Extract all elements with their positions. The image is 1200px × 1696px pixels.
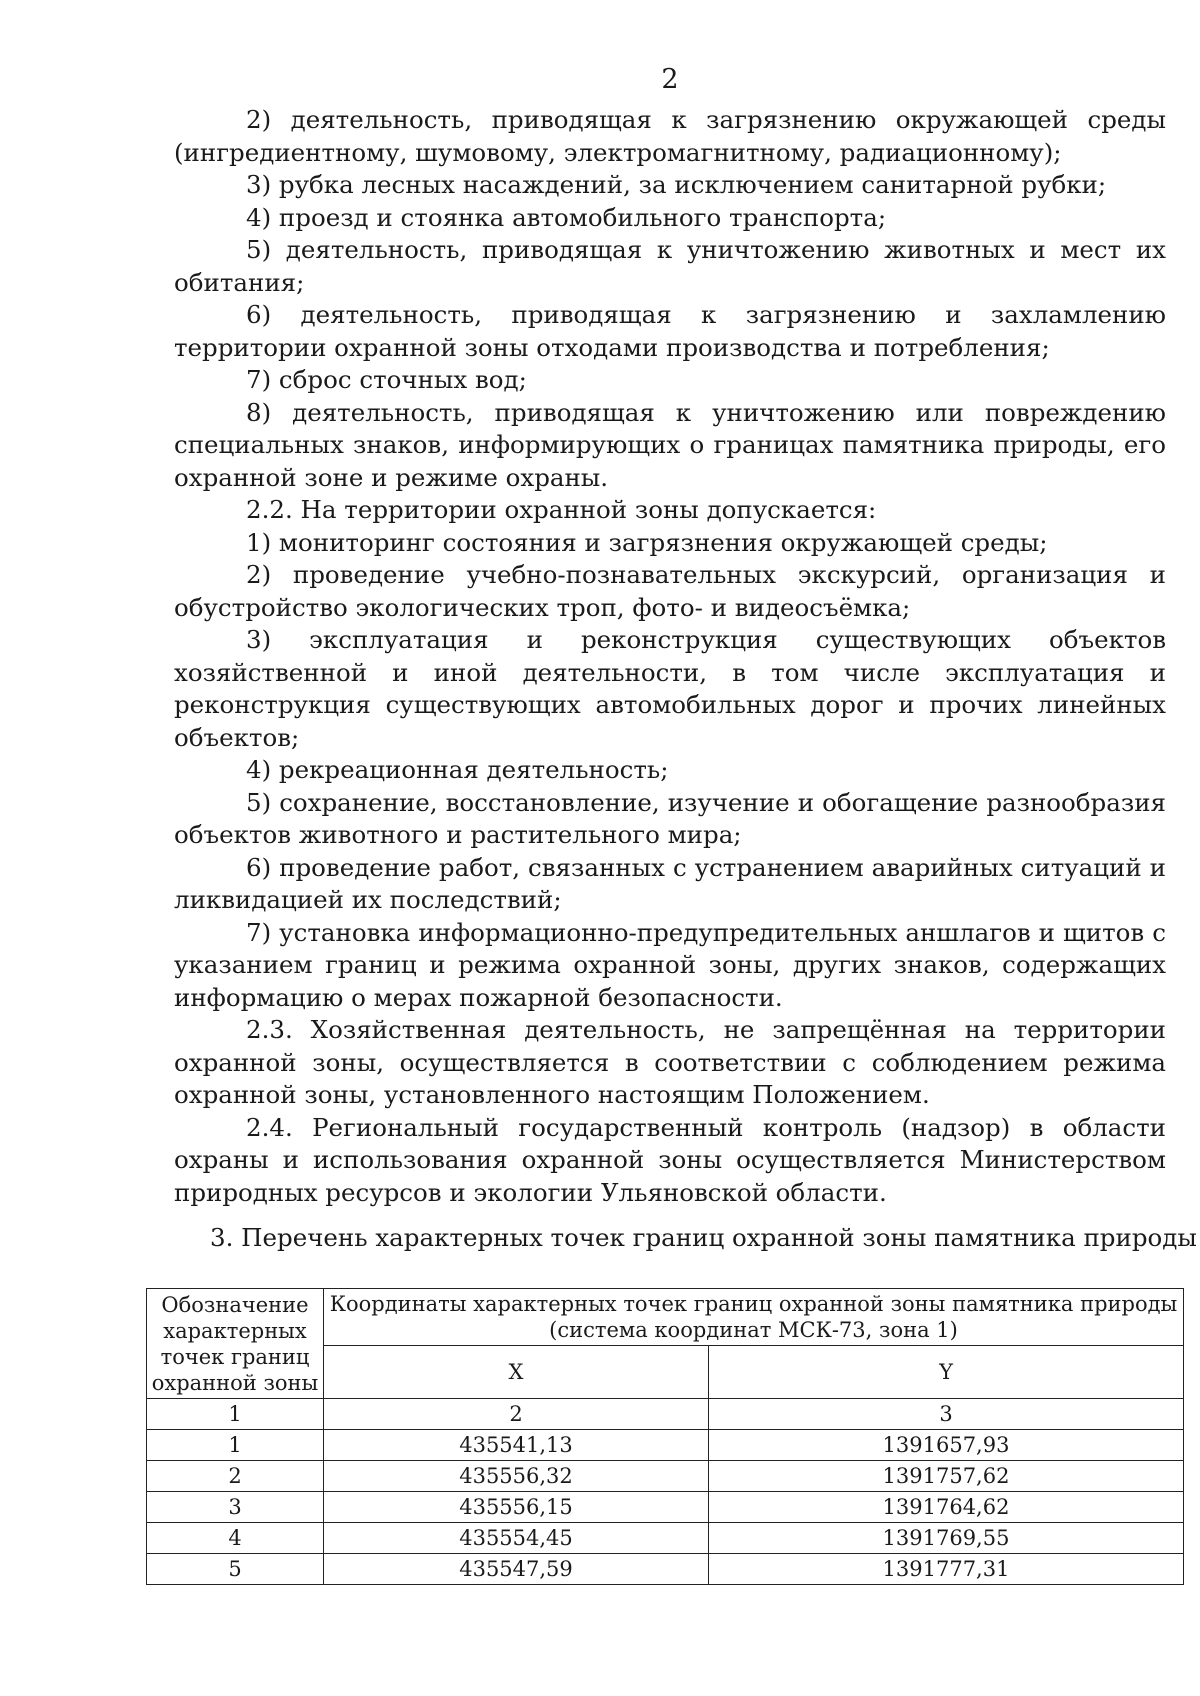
paragraph-2-2-item-1: 1) мониторинг состояния и загрязнения окружающей среды;	[246, 527, 1048, 557]
y-cell: 1391757,62	[709, 1461, 1184, 1492]
paragraph-2-1-item-5: 5) деятельность, приводящая к уничтожению животных и мест их обитания;	[174, 235, 1166, 297]
paragraph-2-3: 2.3. Хозяйственная деятельность, не запрещённая на территории охранной зоны, осуществляется в соответствии с соблюдением режима охранной зоны, установленного настоящим Положением.	[174, 1015, 1166, 1109]
y-cell: 1391777,31	[709, 1554, 1184, 1585]
paragraph-2-2-item-2: 2) проведение учебно-познавательных экскурсий, организация и обустройство экологических троп, фото- и видеосъёмка;	[174, 560, 1166, 622]
column-number-row	[147, 1399, 1184, 1430]
y-cell: 1391657,93	[709, 1430, 1184, 1461]
y-cell: 1391769,55	[709, 1523, 1184, 1554]
paragraph-2-2-item-5: 5) сохранение, восстановление, изучение и обогащение разнообразия объектов животного и растительного мира;	[174, 787, 1166, 849]
paragraph-2-1-item-4: 4) проезд и стоянка автомобильного транспорта;	[246, 202, 887, 232]
paragraph-2-1-item-7: 7) сброс сточных вод;	[246, 365, 527, 394]
point-cell: 5	[147, 1554, 324, 1585]
table-row	[147, 1430, 1184, 1461]
paragraph-2-2-item-3: 3) эксплуатация и реконструкция существующих объектов хозяйственной и иной деятельности, в том числе эксплуатация и реконструкция существующих автомобильных дорог и прочих линейных объектов;	[174, 625, 1166, 752]
paragraph-2-1-item-6: 6) деятельность, приводящая к загрязнению и захламлению территории охранной зоны отходами производства и потребления;	[174, 300, 1166, 362]
x-cell: 435541,13	[324, 1430, 709, 1461]
paragraph-2-2-item-6: 6) проведение работ, связанных с устранением аварийных ситуаций и ликвидацией их последствий;	[174, 852, 1166, 914]
x-cell: 435556,15	[324, 1492, 709, 1523]
header-point-designation: Обозначение характерных точек границ охранной зоны	[147, 1289, 324, 1399]
table-row	[147, 1523, 1184, 1554]
point-cell: 1	[147, 1430, 324, 1461]
point-cell: 4	[147, 1523, 324, 1554]
column-number: 1	[147, 1399, 324, 1430]
point-cell: 2	[147, 1461, 324, 1492]
header-coordinates: Координаты характерных точек границ охранной зоны памятника природы (система координат МСК-73, зона 1)	[324, 1289, 1184, 1346]
header-y: Y	[709, 1346, 1184, 1399]
paragraph-2-1-item-3: 3) рубка лесных насаждений, за исключением санитарной рубки;	[246, 170, 1107, 199]
x-cell: 435547,59	[324, 1554, 709, 1585]
paragraph-2-2-item-7: 7) установка информационно-предупредительных аншлагов и щитов с указанием границ и режима охранной зоны, других знаков, содержащих информацию о мерах пожарной безопасности.	[174, 917, 1166, 1012]
column-number: 3	[709, 1399, 1184, 1430]
paragraph-2-1-item-8: 8) деятельность, приводящая к уничтожению или повреждению специальных знаков, информирующих о границах памятника природы, его охранной зоне и режиме охраны.	[174, 397, 1166, 492]
table-row	[147, 1554, 1184, 1585]
paragraph-2-4: 2.4. Региональный государственный контроль (надзор) в области охраны и использования охранной зоны осуществляется Министерством природных ресурсов и экологии Ульяновской области.	[174, 1112, 1166, 1207]
section-3-heading: 3. Перечень характерных точек границ охранной зоны памятника природы	[210, 1223, 1197, 1252]
paragraph-2-1-item-2: 2) деятельность, приводящая к загрязнению окружающей среды (ингредиентному, шумовому, электромагнитному, радиационному);	[174, 105, 1166, 167]
page-number: 2	[661, 64, 679, 95]
paragraph-2-2-item-4: 4) рекреационная деятельность;	[246, 755, 669, 784]
coordinates-table	[146, 1288, 1184, 1585]
column-number: 2	[324, 1399, 709, 1430]
header-x: X	[324, 1346, 709, 1399]
point-cell: 3	[147, 1492, 324, 1523]
x-cell: 435554,45	[324, 1523, 709, 1554]
paragraph-2-2-heading: 2.2. На территории охранной зоны допускается:	[246, 495, 877, 524]
table-row	[147, 1492, 1184, 1523]
y-cell: 1391764,62	[709, 1492, 1184, 1523]
x-cell: 435556,32	[324, 1461, 709, 1492]
table-row	[147, 1461, 1184, 1492]
body-text	[174, 104, 1166, 1209]
